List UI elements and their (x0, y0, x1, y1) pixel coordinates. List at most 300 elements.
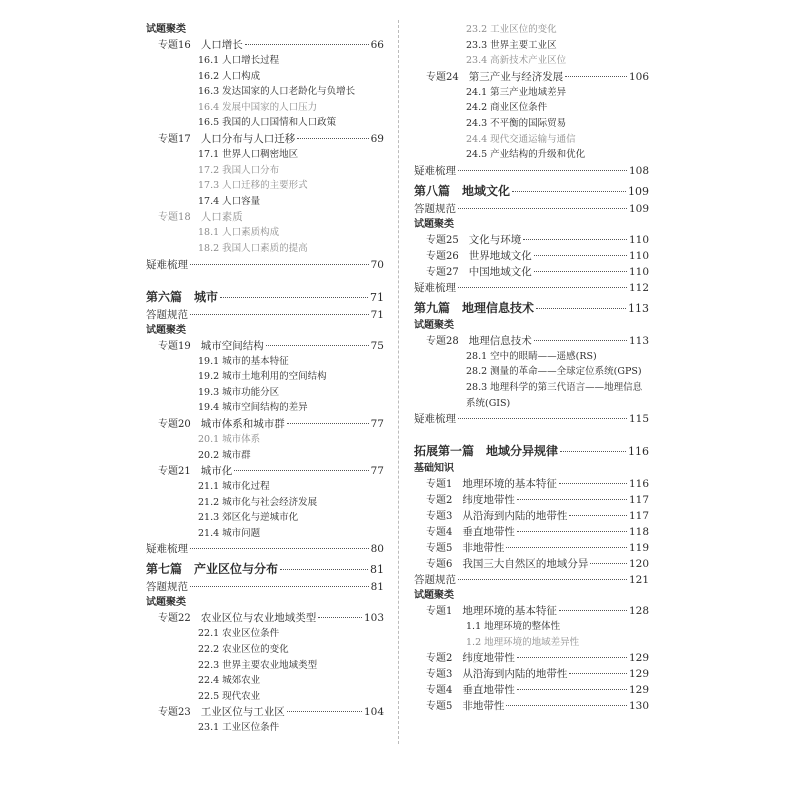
page-number: 103 (363, 612, 384, 625)
leader-dots (569, 673, 627, 674)
toc-topic-label: 从沿海到内陆的地带性 (462, 510, 568, 523)
page-number: 129 (628, 668, 649, 681)
leader-dots (458, 208, 627, 209)
page-number: 117 (628, 510, 649, 523)
toc-topic[interactable] (414, 603, 649, 619)
toc-topic[interactable] (146, 338, 384, 354)
toc-topic-title (158, 37, 243, 54)
toc-topic-title (426, 524, 515, 541)
toc-topic-number: 专题5 (426, 543, 453, 555)
group-heading-label: 试题聚类 (414, 590, 454, 602)
toc-subitem[interactable] (146, 510, 384, 526)
toc-subitem[interactable] (146, 115, 384, 131)
leader-dots (190, 314, 369, 315)
page-number: 66 (370, 39, 384, 51)
toc-subitem[interactable] (146, 194, 384, 210)
page-number: 115 (628, 413, 649, 426)
toc-topic-label: 我国三大自然区的地域分异 (462, 558, 589, 571)
toc-subitem-label: 22.1 农业区位条件 (198, 628, 280, 640)
toc-section-heading[interactable] (146, 559, 384, 579)
leader-dots (517, 499, 627, 500)
toc-subitem-label: 17.1 世界人口稠密地区 (198, 148, 299, 160)
page-number: 129 (628, 684, 649, 697)
toc-subitem[interactable] (146, 84, 384, 100)
toc-topic[interactable] (414, 69, 649, 85)
leader-dots (458, 170, 627, 171)
toc-subitem-label: 24.5 产业结构的升级和优化 (466, 149, 586, 161)
leader-dots (590, 563, 627, 564)
toc-left-column (146, 22, 384, 736)
toc-subitem-label: 24.4 现代交通运输与通信 (466, 133, 576, 145)
toc-topic-label: 城市化 (200, 465, 233, 478)
page-number: 120 (628, 558, 649, 571)
toc-topic[interactable] (414, 682, 649, 698)
leader-dots (517, 689, 627, 690)
toc-subitem[interactable] (146, 642, 384, 658)
group-heading (146, 323, 384, 338)
toc-topic-number: 专题2 (426, 653, 453, 665)
toc-topic-title (426, 508, 567, 525)
toc-entry[interactable] (414, 201, 649, 217)
toc-topic-label: 中国地域文化 (468, 265, 532, 278)
group-heading (414, 461, 649, 476)
toc-subitem[interactable] (414, 619, 649, 635)
toc-topic-label: 垂直地带性 (462, 526, 515, 539)
toc-subitem[interactable] (146, 432, 384, 448)
toc-topic[interactable] (146, 463, 384, 479)
toc-topic-title (426, 264, 532, 281)
toc-section-label: 第七篇 (146, 562, 183, 577)
page-number: 77 (370, 465, 384, 478)
toc-subitem-label: 28.1 空中的眼睛——遥感(RS) (466, 350, 597, 362)
toc-topic-label: 农业区位与农业地域类型 (200, 612, 317, 625)
toc-topic-label: 文化与环境 (468, 233, 522, 246)
toc-topic-label: 地理信息技术 (468, 334, 532, 347)
leader-dots (536, 308, 626, 309)
toc-subitem[interactable] (414, 116, 649, 132)
toc-subitem-label: 17.3 人口迁移的主要形式 (198, 180, 308, 192)
toc-subitem-label: 21.3 郊区化与逆城市化 (198, 512, 299, 524)
toc-section-label: 第九篇 (414, 300, 451, 315)
toc-subitem[interactable] (146, 448, 384, 464)
leader-dots (506, 705, 627, 706)
leader-dots (559, 483, 627, 484)
leader-dots (517, 531, 627, 532)
toc-topic[interactable] (146, 131, 384, 147)
toc-subitem[interactable] (414, 349, 649, 365)
toc-subitem-label: 1.1 地理环境的整体性 (466, 621, 561, 633)
leader-dots (569, 515, 627, 516)
toc-section-name: 地域文化 (462, 183, 511, 198)
page-number: 109 (628, 202, 649, 215)
toc-subitem-label: 28.2 测量的革命——全球定位系统(GPS) (466, 366, 642, 378)
toc-topic-label: 垂直地带性 (462, 684, 515, 697)
toc-subitem-label: 16.2 人口构成 (198, 70, 261, 82)
toc-subitem[interactable] (414, 100, 649, 116)
page-number: 113 (628, 301, 649, 315)
toc-entry[interactable] (414, 572, 649, 588)
toc-subitem[interactable] (146, 178, 384, 194)
toc-topic-title (426, 69, 563, 86)
toc-entry[interactable] (414, 280, 649, 296)
page-number: 117 (628, 494, 649, 507)
toc-subitem-label: 16.5 我国的人口国情和人口政策 (198, 117, 337, 129)
toc-subitem[interactable] (146, 658, 384, 674)
leader-dots (565, 76, 627, 77)
toc-subitem-label: 22.3 世界主要农业地域类型 (198, 659, 318, 671)
toc-topic[interactable] (146, 37, 384, 53)
leader-dots (458, 418, 627, 419)
toc-topic[interactable] (414, 476, 649, 492)
toc-topic[interactable] (146, 209, 384, 225)
toc-subitem[interactable] (414, 364, 649, 380)
toc-subitem-label: 1.2 地理环境的地域差异性 (466, 636, 580, 648)
toc-topic-number: 专题20 (158, 418, 191, 430)
toc-subitem[interactable] (146, 53, 384, 69)
toc-topic[interactable] (414, 650, 649, 666)
toc-subitem[interactable] (414, 22, 649, 38)
toc-topic[interactable] (414, 333, 649, 349)
toc-subitem-label: 19.3 城市功能分区 (198, 386, 280, 398)
group-heading-label: 试题聚类 (146, 324, 186, 336)
spacer (414, 427, 649, 439)
leader-dots (534, 340, 627, 341)
toc-entry[interactable] (414, 411, 649, 427)
toc-entry[interactable] (146, 307, 384, 323)
toc-section-label: 第八篇 (414, 183, 451, 198)
leader-dots (280, 569, 368, 570)
toc-topic-label: 城市空间结构 (200, 339, 264, 352)
page-number: 112 (628, 281, 649, 294)
toc-topic-label: 世界地域文化 (468, 249, 532, 262)
page-number: 108 (628, 164, 649, 177)
group-heading (414, 588, 649, 603)
page-number: 70 (370, 258, 384, 271)
page-number: 128 (628, 605, 649, 618)
page-number: 110 (628, 233, 649, 246)
toc-subitem-label: 21.1 城市化过程 (198, 481, 270, 493)
toc-subitem-label: 19.4 城市空间结构的差异 (198, 402, 308, 414)
toc-topic-number: 专题24 (426, 71, 459, 83)
toc-topic-title (426, 556, 588, 573)
leader-dots (190, 586, 369, 587)
toc-entry-label: 疑难梳理 (146, 258, 188, 271)
toc-topic-title (426, 476, 557, 493)
toc-subitem[interactable] (146, 400, 384, 416)
page-number: 113 (628, 334, 649, 347)
leader-dots (534, 271, 627, 272)
page-number: 104 (363, 706, 384, 719)
toc-topic-title (158, 131, 295, 148)
toc-topic-title (158, 209, 243, 226)
leader-dots (523, 239, 627, 240)
toc-topic[interactable] (414, 232, 649, 248)
toc-topic[interactable] (414, 556, 649, 572)
leader-dots (534, 255, 627, 256)
toc-section-heading[interactable] (146, 287, 384, 307)
group-heading (146, 22, 384, 37)
leader-dots (458, 287, 627, 288)
leader-dots (318, 617, 362, 618)
group-heading (414, 318, 649, 333)
toc-topic-number: 专题25 (426, 234, 459, 246)
toc-subitem-label: 16.3 发达国家的人口老龄化与负增长 (198, 86, 356, 98)
page-number: 106 (628, 70, 649, 83)
toc-section-name: 地域分异规律 (486, 444, 559, 459)
toc-topic-label: 非地带性 (462, 542, 505, 555)
page-number: 77 (370, 417, 384, 430)
toc-topic[interactable] (146, 610, 384, 626)
toc-topic-number: 专题4 (426, 685, 453, 697)
toc-section-title (414, 181, 510, 201)
toc-topic-title (426, 666, 567, 683)
group-heading-label: 试题聚类 (414, 319, 454, 331)
toc-subitem[interactable] (146, 689, 384, 705)
toc-subitem[interactable] (414, 635, 649, 651)
toc-subitem[interactable] (414, 38, 649, 54)
leader-dots (517, 657, 627, 658)
toc-subitem-label: 22.2 农业区位的变化 (198, 644, 289, 656)
toc-section-title (146, 287, 218, 307)
toc-topic-number: 专题21 (158, 466, 191, 478)
leader-dots (506, 547, 627, 548)
toc-subitem-label: 17.4 人口容量 (198, 195, 261, 207)
toc-entry-label: 疑难梳理 (414, 164, 456, 177)
page-number: 110 (628, 249, 649, 262)
toc-topic-label: 人口增长 (200, 39, 243, 51)
leader-dots (458, 579, 627, 580)
toc-subitem-label: 28.3 地理科学的第三代语言——地理信息 (466, 381, 643, 393)
group-heading (146, 595, 384, 610)
toc-subitem-continuation[interactable] (414, 396, 649, 412)
toc-subitem[interactable] (414, 53, 649, 69)
page-number: 71 (370, 290, 384, 304)
toc-topic-number: 专题2 (426, 495, 453, 507)
toc-subitem-label: 18.1 人口素质构成 (198, 227, 280, 239)
page-number: 80 (370, 543, 384, 556)
leader-dots (190, 548, 369, 549)
leader-dots (220, 297, 368, 298)
leader-dots (287, 423, 369, 424)
spacer (146, 273, 384, 285)
group-heading (414, 217, 649, 232)
toc-subitem[interactable] (146, 495, 384, 511)
toc-topic-title (426, 682, 515, 699)
toc-topic-title (426, 650, 515, 667)
leader-dots (287, 711, 362, 712)
toc-subitem-label: 24.3 不平衡的国际贸易 (466, 117, 567, 129)
toc-topic[interactable] (146, 416, 384, 432)
toc-topic-title (426, 603, 557, 620)
toc-topic-label: 地理环境的基本特征 (462, 478, 557, 491)
toc-topic-label: 人口分布与人口迁移 (200, 132, 296, 145)
toc-topic-label: 非地带性 (462, 700, 505, 713)
page-number: 69 (370, 132, 384, 145)
toc-subitem-label: 19.2 城市土地利用的空间结构 (198, 371, 327, 383)
toc-topic[interactable] (414, 508, 649, 524)
toc-subitem[interactable] (146, 225, 384, 241)
toc-subitem-label: 18.2 我国人口素质的提高 (198, 242, 308, 254)
toc-subitem-label: 22.5 现代农业 (198, 690, 261, 702)
toc-section-heading[interactable] (414, 441, 649, 461)
group-heading-label: 试题聚类 (146, 597, 186, 609)
toc-topic[interactable] (414, 264, 649, 280)
leader-dots (266, 345, 369, 346)
toc-subitem[interactable] (146, 100, 384, 116)
toc-topic-label: 从沿海到内陆的地带性 (462, 668, 568, 681)
toc-topic-label: 地理环境的基本特征 (462, 605, 557, 618)
toc-subitem-label: 17.2 我国人口分布 (198, 164, 280, 176)
toc-topic[interactable] (414, 698, 649, 714)
toc-subitem[interactable] (146, 369, 384, 385)
page-number: 116 (628, 478, 649, 491)
toc-topic-number: 专题3 (426, 511, 453, 523)
toc-subitem-label: 20.1 城市体系 (198, 433, 261, 445)
page-number: 129 (628, 652, 649, 665)
toc-subitem-label: 24.2 商业区位条件 (466, 102, 548, 114)
toc-subitem-label: 23.3 世界主要工业区 (466, 39, 557, 51)
toc-topic-title (158, 463, 232, 480)
toc-subitem[interactable] (146, 354, 384, 370)
toc-topic[interactable] (414, 540, 649, 556)
toc-section-heading[interactable] (414, 298, 649, 318)
toc-subitem[interactable] (146, 720, 384, 736)
toc-topic-number: 专题5 (426, 701, 453, 713)
toc-entry-label: 答题规范 (414, 202, 456, 215)
toc-topic-title (426, 698, 504, 715)
toc-topic-label: 工业区位与工业区 (200, 706, 285, 719)
toc-section-label: 第六篇 (146, 289, 183, 304)
toc-subitem[interactable] (146, 69, 384, 85)
toc-topic-number: 专题22 (158, 613, 191, 625)
page-number: 118 (628, 526, 649, 539)
toc-topic[interactable] (414, 524, 649, 540)
toc-topic-number: 专题26 (426, 250, 459, 262)
toc-subitem[interactable] (146, 385, 384, 401)
page-number: 109 (628, 184, 649, 198)
leader-dots (245, 44, 369, 45)
toc-topic-number: 专题23 (158, 707, 191, 719)
toc-subitem-label: 23.2 工业区位的变化 (466, 24, 557, 35)
group-heading-label: 试题聚类 (146, 24, 186, 35)
toc-subitem-label: 21.2 城市化与社会经济发展 (198, 496, 318, 508)
toc-topic-number: 专题1 (426, 479, 453, 491)
toc-topic-title (158, 338, 264, 355)
toc-subitem[interactable] (414, 380, 649, 396)
toc-topic-label: 城市体系和城市群 (200, 417, 285, 430)
toc-subitem[interactable] (146, 626, 384, 642)
toc-subitem[interactable] (146, 479, 384, 495)
leader-dots (559, 610, 627, 611)
toc-subitem[interactable] (414, 147, 649, 163)
toc-entry-label: 疑难梳理 (414, 281, 456, 294)
toc-section-title (414, 298, 534, 318)
toc-entry[interactable] (146, 579, 384, 595)
toc-topic[interactable] (414, 248, 649, 264)
toc-entry-label: 答题规范 (414, 574, 456, 587)
toc-section-label: 拓展第一篇 (414, 444, 475, 459)
leader-dots (190, 264, 369, 265)
toc-topic-number: 专题4 (426, 527, 453, 539)
toc-subitem-label: 23.4 高新技术产业区位 (466, 55, 567, 67)
toc-subitem-label: 16.1 人口增长过程 (198, 55, 280, 66)
toc-entry-label: 答题规范 (146, 308, 188, 321)
page-number: 71 (370, 308, 384, 321)
toc-topic-label: 人口素质 (200, 211, 243, 224)
toc-section-heading[interactable] (414, 181, 649, 201)
toc-section-name: 产业区位与分布 (194, 562, 279, 577)
toc-topic-number: 专题1 (426, 606, 453, 618)
toc-section-title (146, 559, 278, 579)
toc-subitem-label: 16.4 发展中国家的人口压力 (198, 101, 318, 113)
toc-topic[interactable] (414, 666, 649, 682)
toc-topic-title (158, 416, 285, 433)
page-number: 116 (628, 445, 649, 459)
toc-topic-number: 专题17 (158, 133, 191, 145)
toc-section-name: 地理信息技术 (462, 300, 535, 315)
toc-topic-title (426, 540, 504, 557)
group-heading-label: 试题聚类 (414, 218, 454, 230)
toc-subitem-label: 系统(GIS) (466, 397, 511, 409)
toc-subitem-label: 22.4 城郊农业 (198, 675, 261, 687)
toc-entry[interactable] (414, 163, 649, 179)
toc-topic-title (426, 333, 532, 350)
toc-topic-label: 纬度地带性 (462, 494, 515, 507)
toc-subitem-label: 19.1 城市的基本特征 (198, 355, 289, 367)
toc-subitem-label: 20.2 城市群 (198, 449, 251, 461)
toc-topic-number: 专题28 (426, 335, 459, 347)
toc-topic-number: 专题3 (426, 669, 453, 681)
leader-dots (512, 191, 626, 192)
page-number: 130 (628, 700, 649, 713)
toc-topic-number: 专题27 (426, 266, 459, 278)
page-number: 75 (370, 339, 384, 352)
toc-topic-title (158, 610, 316, 627)
toc-entry-label: 答题规范 (146, 581, 188, 594)
toc-topic-label: 纬度地带性 (462, 652, 515, 665)
toc-topic[interactable] (414, 492, 649, 508)
toc-subitem[interactable] (414, 132, 649, 148)
toc-topic-label: 第三产业与经济发展 (468, 70, 564, 83)
toc-topic-title (158, 704, 285, 721)
toc-entry-label: 疑难梳理 (414, 413, 456, 426)
toc-topic-number: 专题19 (158, 340, 191, 352)
toc-section-title (414, 441, 558, 461)
page-number: 81 (370, 581, 384, 594)
page-number: 121 (628, 574, 649, 587)
page-number: 110 (628, 265, 649, 278)
toc-entry[interactable] (146, 257, 384, 273)
toc-subitem[interactable] (414, 85, 649, 101)
leader-dots (297, 138, 368, 139)
page-number: 119 (628, 542, 649, 555)
toc-topic-number: 专题6 (426, 559, 453, 571)
column-divider (398, 20, 399, 744)
toc-subitem-label: 21.4 城市问题 (198, 527, 261, 539)
toc-subitem[interactable] (146, 673, 384, 689)
toc-topic-number: 专题18 (158, 212, 191, 224)
leader-dots (234, 470, 368, 471)
toc-topic-number: 专题16 (158, 40, 191, 51)
toc-topic[interactable] (146, 704, 384, 720)
toc-topic-title (426, 232, 521, 249)
toc-subitem-label: 24.1 第三产业地域差异 (466, 86, 567, 98)
toc-subitem[interactable] (146, 147, 384, 163)
toc-subitem[interactable] (146, 241, 384, 257)
toc-entry[interactable] (146, 541, 384, 557)
toc-subitem[interactable] (146, 526, 384, 542)
toc-subitem[interactable] (146, 163, 384, 179)
